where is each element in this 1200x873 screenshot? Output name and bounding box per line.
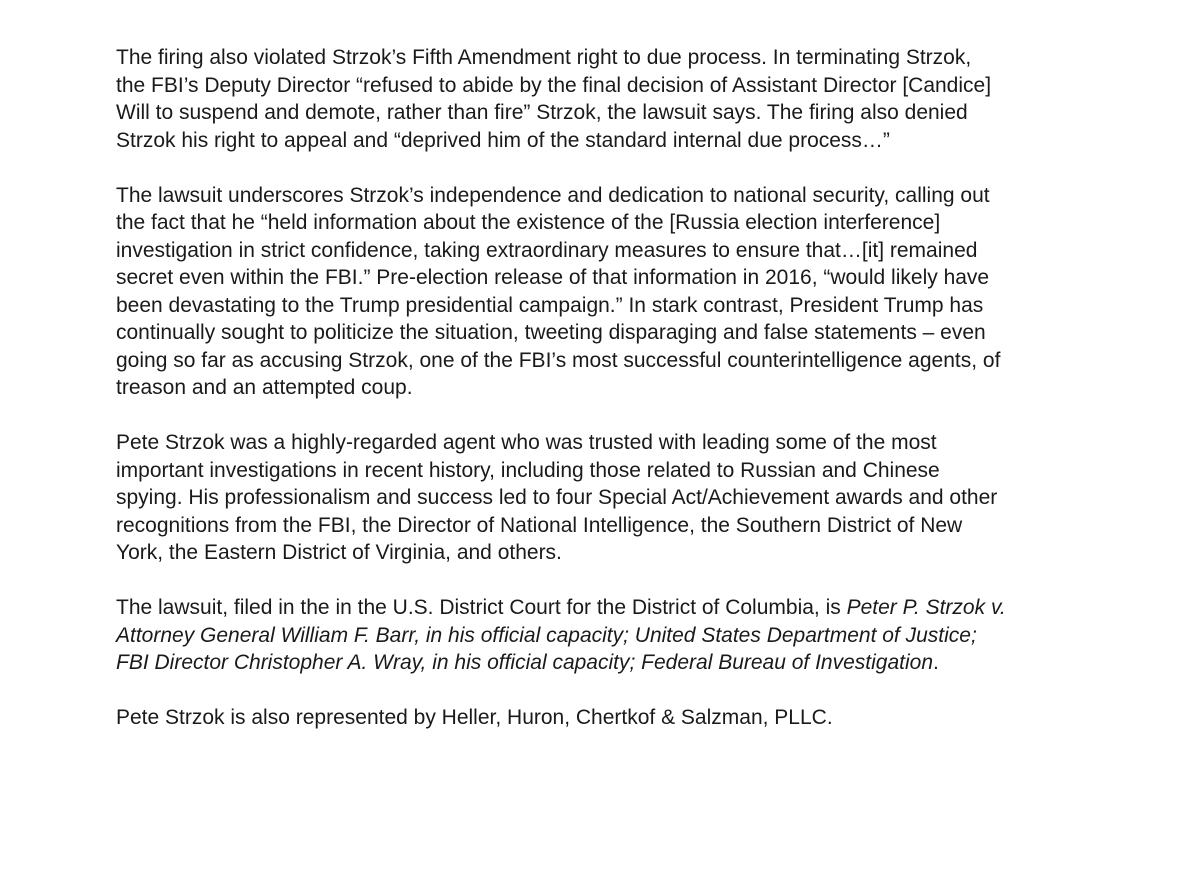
text-line: The firing also violated Strzok’s Fifth Amendment right to due process. In terminating Strzok,	[116, 46, 972, 69]
text-line: important investigations in recent history, including those related to Russian and Chinese	[116, 458, 940, 482]
text-line: been devastating to the Trump presidential campaign.” In stark contrast, President Trump has	[116, 293, 984, 317]
text-line: Will to suspend and demote, rather than fire” Strzok, the lawsuit says. The firing also denied	[116, 101, 968, 124]
text-line: investigation in strict confidence, taking extraordinary measures to ensure that…[it] remained	[116, 238, 978, 262]
text-line: treason and an attempted coup.	[116, 376, 413, 399]
case-name-italic: Peter P. Strzok v.	[846, 596, 1006, 619]
text-line: recognitions from the FBI, the Director of National Intelligence, the Southern District of New	[116, 513, 963, 537]
case-end-period: .	[933, 651, 939, 674]
text-line: Pete Strzok was a highly-regarded agent who was trusted with leading some of the most	[116, 431, 937, 454]
paragraph-career	[116, 429, 1116, 567]
text-line: spying. His professionalism and success led to four Special Act/Achievement awards and other	[116, 486, 998, 509]
text-line: the FBI’s Deputy Director “refused to abide by the final decision of Assistant Director [Candice]	[116, 73, 992, 97]
case-name-italic: Attorney General William F. Barr, in his official capacity; United States Department of Justice;	[116, 623, 977, 647]
text-line: The lawsuit underscores Strzok’s independence and dedication to national security, calling out	[116, 183, 990, 207]
text-line: the fact that he “held information about the existence of the [Russia election interference]	[116, 211, 941, 234]
text-line: Strzok his right to appeal and “deprived him of the standard internal due process…”	[116, 128, 890, 152]
paragraph-independence	[116, 182, 1116, 402]
text-line: continually sought to politicize the situation, tweeting disparaging and false statements – even	[116, 321, 986, 344]
case-intro-text: The lawsuit, filed in the in the U.S. District Court for the District of Columbia, is	[116, 596, 847, 619]
text-line: York, the Eastern District of Virginia, and others.	[116, 541, 562, 564]
case-name-italic: FBI Director Christopher A. Wray, in his official capacity; Federal Bureau of Investigation	[116, 651, 934, 674]
paragraph-due-process	[116, 44, 1116, 154]
paragraph-representation	[116, 704, 1116, 732]
text-line	[116, 649, 1116, 677]
text-line: secret even within the FBI.” Pre-election release of that information in 2016, “would likely have	[116, 266, 990, 289]
document-body	[116, 44, 1116, 732]
text-line: Pete Strzok is also represented by Heller, Huron, Chertkof & Salzman, PLLC.	[116, 706, 833, 729]
paragraph-case-caption	[116, 594, 1116, 677]
text-line	[116, 594, 1116, 622]
text-line: going so far as accusing Strzok, one of the FBI’s most successful counterintelligence agents, of	[116, 348, 1001, 372]
